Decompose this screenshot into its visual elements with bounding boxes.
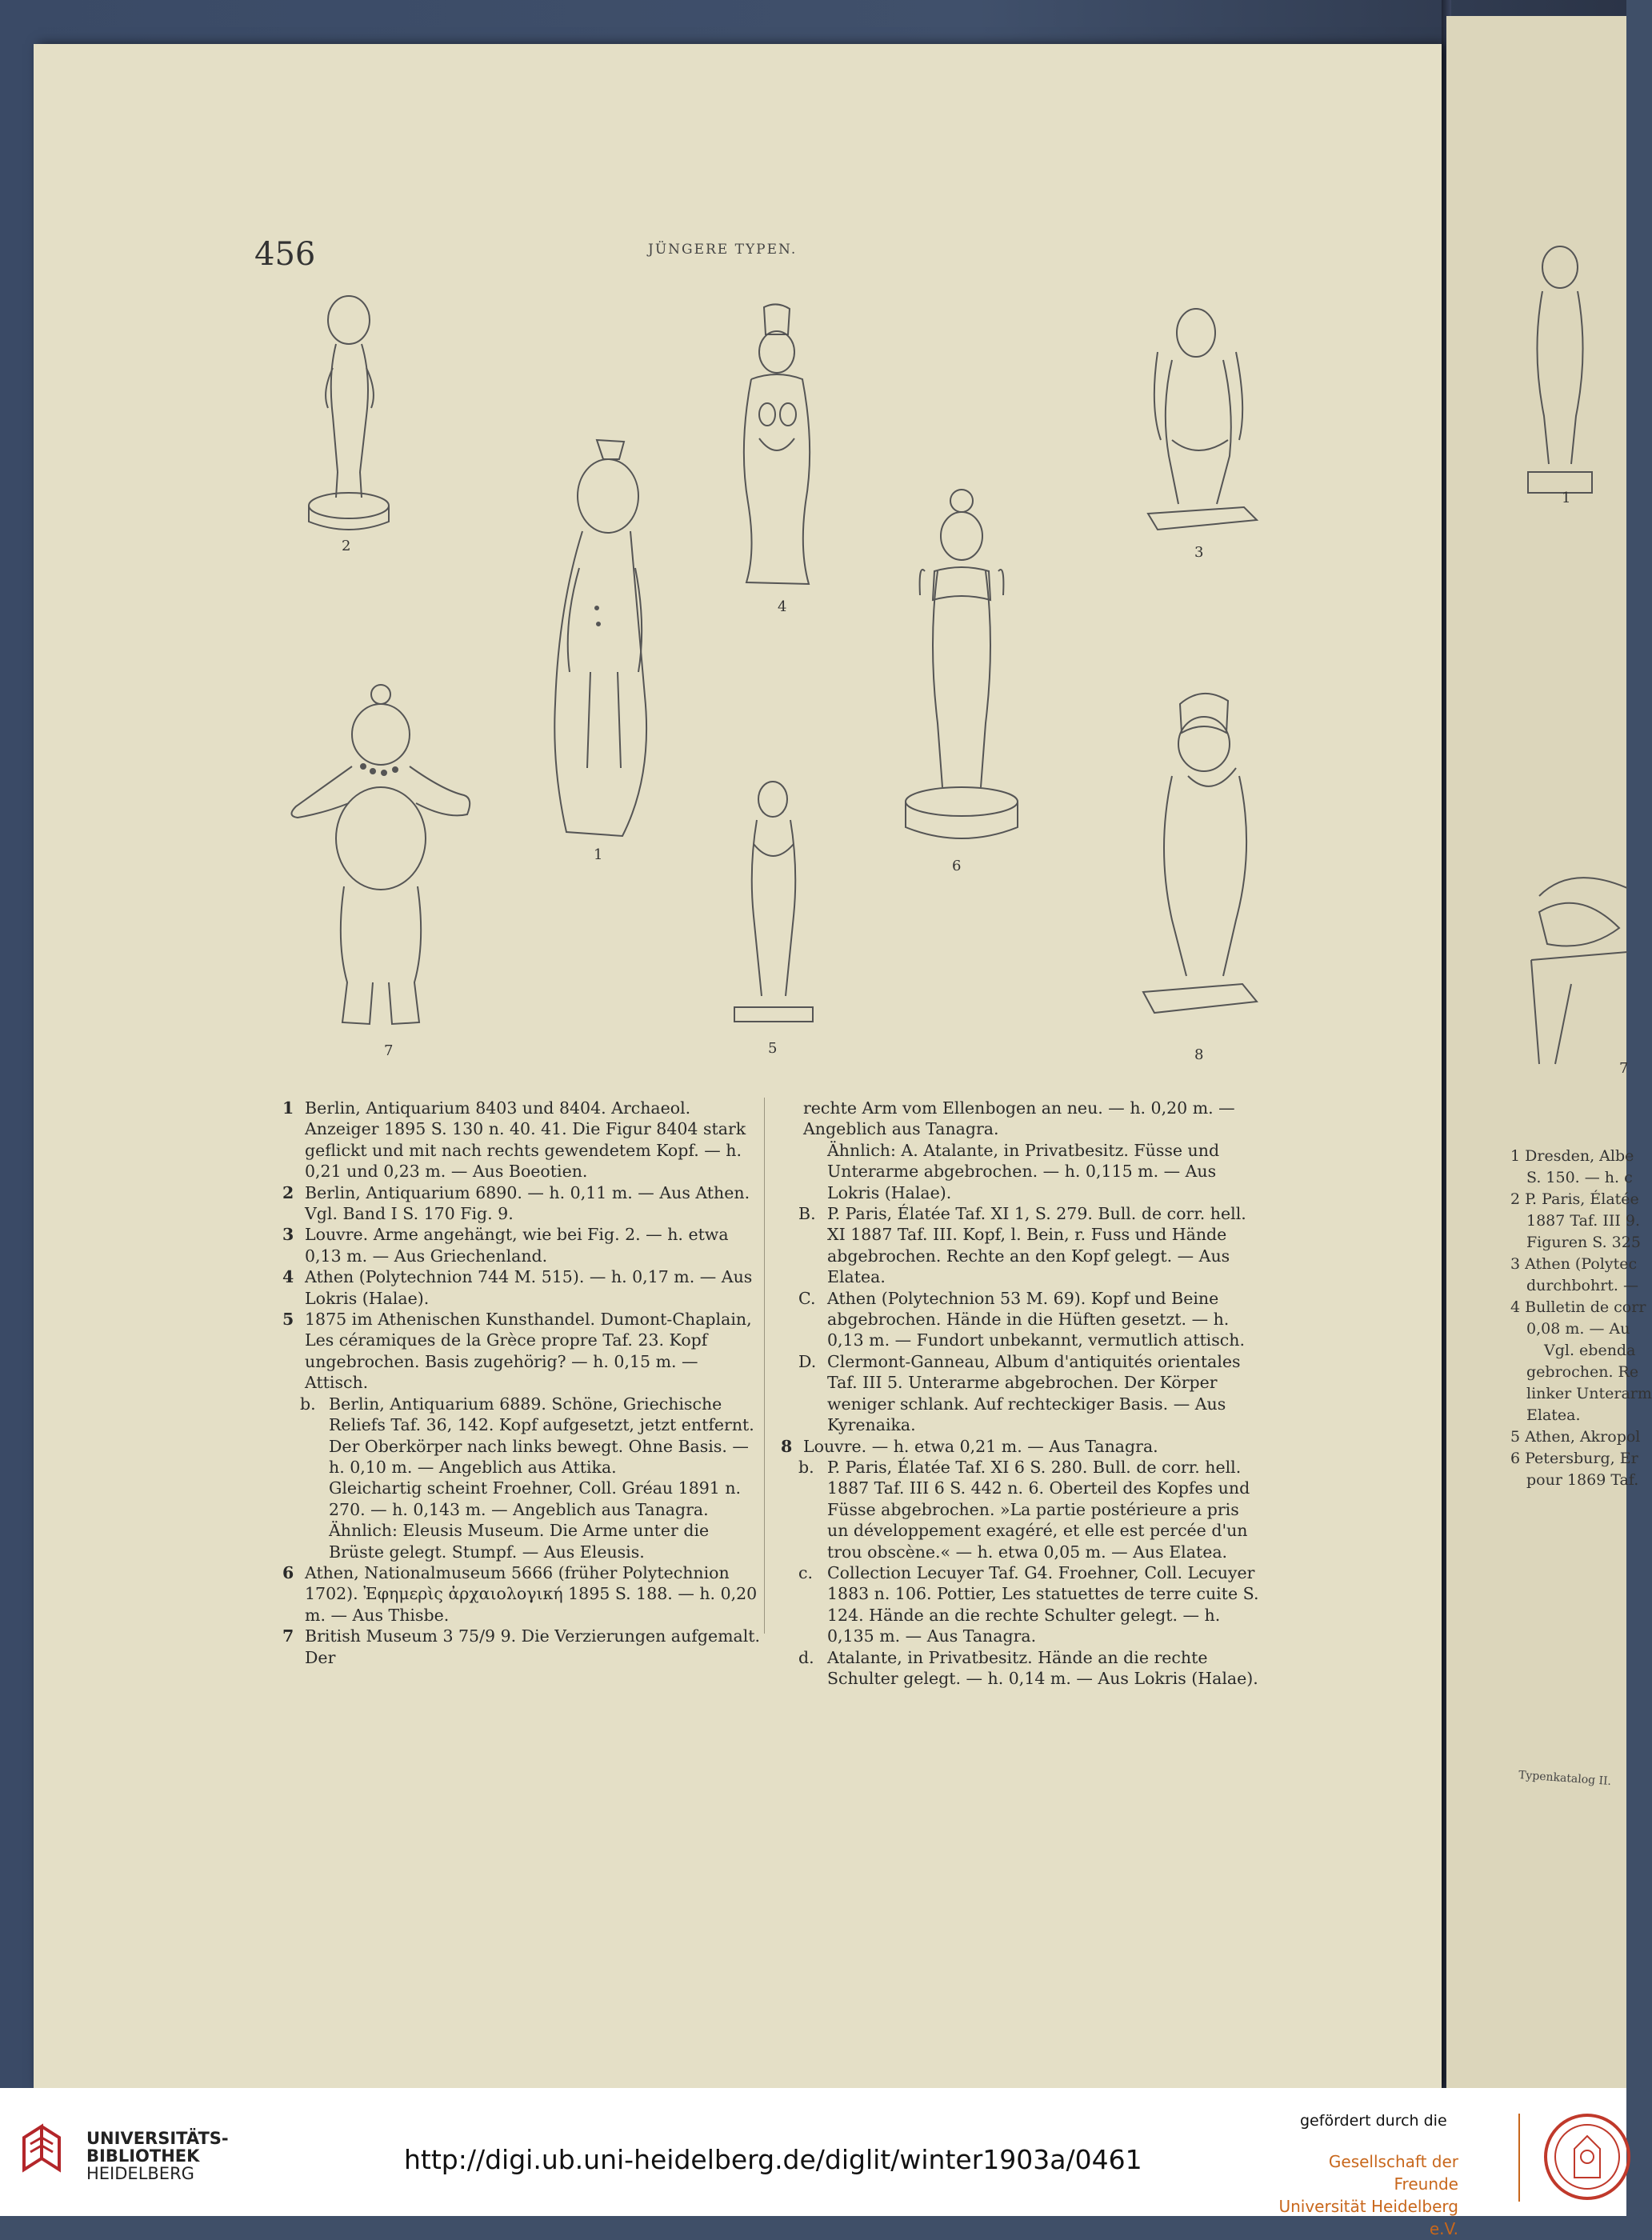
- running-head: JÜNGERE TYPEN.: [648, 242, 798, 258]
- entry-number: 4: [282, 1267, 294, 1287]
- supported-by-text: gefördert durch die: [1300, 2112, 1447, 2130]
- figure-label-6: 6: [952, 858, 962, 874]
- facing-figure-label-1: 1: [1562, 490, 1571, 506]
- catalogue-continuation: Ähnlich: Eleusis Museum. Die Arme unter die Brüste gelegt. Stumpf. — Aus Eleusis.: [329, 1521, 710, 1562]
- sponsor-society-name: [1262, 2150, 1458, 2240]
- figurine-1-drawing: [534, 432, 662, 840]
- catalogue-subentry: [774, 1288, 1262, 1351]
- facing-figurine-7-drawing: [1523, 864, 1627, 1064]
- figurine-3-drawing: [1140, 304, 1260, 536]
- catalogue-entry: [276, 1098, 762, 1182]
- subentry-text: Collection Lecuyer Taf. G4. Froehner, Coll. Lecuyer 1883 n. 106. Pottier, Les statuettes de terre cuite S. 124. Hände an die rechte Schulter gelegt. — h. 0,135 m. — Aus Tanagra.: [827, 1562, 1259, 1646]
- catalogue-subentry: [774, 1647, 1262, 1690]
- subentry-letter: b.: [798, 1457, 814, 1477]
- facing-line: pour 1869 Taf.: [1526, 1471, 1639, 1489]
- figurine-7-drawing: [286, 678, 475, 1034]
- catalogue-continuation: rechte Arm vom Ellenbogen an neu. — h. 0,20 m. — Angeblich aus Tanagra.: [803, 1098, 1235, 1139]
- catalogue-right-column: [774, 1098, 1262, 1689]
- facing-line: 4 Bulletin de corr: [1510, 1298, 1646, 1316]
- entry-text: 1875 im Athenischen Kunsthandel. Dumont-Chaplain, Les céramiques de la Grèce propre Taf. 23. Kopf ungebrochen. Basis zugehörig? — h. 0,15 m. — Attisch.: [305, 1310, 752, 1393]
- entry-text: British Museum 3 75/9 9. Die Verzierungen aufgemalt. Der: [305, 1626, 761, 1667]
- subentry-letter: C.: [798, 1288, 816, 1308]
- catalogue-entry: [774, 1436, 1262, 1457]
- library-name-line: BIBLIOTHEK: [86, 2146, 200, 2166]
- facing-figure-label-7: 7: [1619, 1060, 1629, 1077]
- entry-text: Louvre. — h. etwa 0,21 m. — Aus Tanagra.: [803, 1436, 1158, 1456]
- entry-text: Athen, Nationalmuseum 5666 (früher Polytechnion 1702). Ἐφημερὶς ἀρχαιολογική 1895 S. 188. — h. 0,20 m. — Aus Thisbe.: [305, 1562, 758, 1625]
- catalogue-left-column: [276, 1098, 762, 1668]
- page-number: 456: [254, 236, 316, 273]
- subentry-text: Berlin, Antiquarium 6889. Schöne, Griechische Reliefs Taf. 36, 142. Kopf aufgesetzt, jetzt entfernt. Der Oberkörper nach links bewegt. Ohne Basis. — h. 0,10 m. — Angeblich aus Attika.: [329, 1394, 754, 1477]
- catalogue-entry: [276, 1626, 762, 1668]
- facing-line: linker Unterarm: [1526, 1385, 1652, 1402]
- subentry-letter: B.: [798, 1204, 816, 1224]
- subentry-text: P. Paris, Élatée Taf. XI 1, S. 279. Bull. de corr. hell. XI 1887 Taf. III. Kopf, l. Bein, r. Fuss und Hände abgebrochen. Rechte an den Kopf gelegt. — Aus Elatea.: [827, 1204, 1246, 1287]
- facing-line: 1887 Taf. III 9.: [1526, 1212, 1641, 1230]
- facing-line: 0,08 m. — Au: [1526, 1320, 1630, 1338]
- entry-number: 1: [282, 1098, 294, 1118]
- figure-label-1: 1: [594, 846, 603, 863]
- subentry-text: Clermont-Ganneau, Album d'antiquités orientales Taf. III 5. Unterarme abgebrochen. Der Körper weniger schlank. Auf rechteckiger Basis. — Aus Kyrenaika.: [827, 1351, 1241, 1435]
- catalogue-entry: [276, 1562, 762, 1626]
- figurine-6-drawing: [896, 483, 1028, 847]
- subentry-letter: c.: [798, 1562, 813, 1582]
- figure-label-5: 5: [768, 1040, 778, 1057]
- catalogue-subentry: [774, 1351, 1262, 1436]
- catalogue-entry: [276, 1182, 762, 1225]
- catalogue-subentry: [774, 1203, 1262, 1288]
- university-library-logo-icon: [18, 2122, 64, 2179]
- catalogue-subentry: [774, 1457, 1262, 1562]
- footer-divider: [1518, 2114, 1520, 2202]
- facing-line: Figuren S. 325: [1526, 1234, 1641, 1251]
- figurine-5-drawing: [730, 780, 818, 1028]
- catalogue-subentry: [276, 1394, 762, 1478]
- figure-label-3: 3: [1194, 544, 1204, 561]
- entry-number: 2: [282, 1182, 294, 1202]
- entry-number: 8: [781, 1436, 793, 1456]
- library-name-line: HEIDELBERG: [86, 2164, 194, 2183]
- catalogue-entry: [276, 1309, 762, 1394]
- entry-text: Berlin, Antiquarium 6890. — h. 0,11 m. — Aus Athen. Vgl. Band I S. 170 Fig. 9.: [305, 1182, 750, 1224]
- facing-line: 5 Athen, Akropol: [1510, 1428, 1641, 1446]
- facing-figurine-1-drawing: [1523, 240, 1595, 496]
- catalogue-continuation: Gleichartig scheint Froehner, Coll. Gréau 1891 n. 270. — h. 0,143 m. — Angeblich aus Tanagra.: [329, 1478, 742, 1519]
- figurine-2-drawing: [304, 288, 392, 532]
- figure-label-4: 4: [778, 598, 787, 615]
- facing-line: S. 150. — h. c: [1526, 1169, 1633, 1186]
- figure-label-7: 7: [384, 1042, 394, 1059]
- entry-number: 7: [282, 1626, 294, 1646]
- facing-margin-note: Typenkatalog II.: [1518, 1768, 1612, 1789]
- figure-label-8: 8: [1194, 1046, 1204, 1063]
- facing-line: Vgl. ebenda: [1544, 1342, 1636, 1359]
- entry-number: 3: [282, 1225, 294, 1245]
- catalogue-entry: [276, 1266, 762, 1309]
- digitization-footer: [0, 2088, 1626, 2238]
- entry-text: Louvre. Arme angehängt, wie bei Fig. 2. — h. etwa 0,13 m. — Aus Griechenland.: [305, 1225, 729, 1266]
- subentry-text: Athen (Polytechnion 53 M. 69). Kopf und Beine abgebrochen. Hände in die Hüften gesetzt. — h. 0,13 m. — Fundort unbekannt, vermutlich attisch.: [827, 1288, 1245, 1350]
- subentry-text: Atalante, in Privatbesitz. Hände an die rechte Schulter gelegt. — h. 0,14 m. — Aus Lokris (Halae).: [827, 1647, 1258, 1688]
- society-name-line: Gesellschaft der Freunde: [1328, 2152, 1458, 2194]
- permalink-url[interactable]: http://digi.ub.uni-heidelberg.de/diglit/winter1903a/0461: [404, 2144, 1142, 2175]
- facing-line: durchbohrt. —: [1526, 1277, 1638, 1294]
- catalogue-continuation: Ähnlich: A. Atalante, in Privatbesitz. Füsse und Unterarme abgebrochen. — h. 0,115 m. — Aus Lokris (Halae).: [827, 1140, 1220, 1202]
- university-seal-icon: [1542, 2112, 1632, 2202]
- library-name-line: UNIVERSITÄTS-: [86, 2129, 229, 2148]
- facing-line: gebrochen. Re: [1526, 1363, 1639, 1381]
- figurine-4-drawing: [732, 302, 820, 590]
- catalogue-entry: [276, 1224, 762, 1266]
- figure-label-2: 2: [342, 538, 351, 554]
- facing-line: 1 Dresden, Albe: [1510, 1147, 1634, 1165]
- facing-line: 3 Athen (Polytec: [1510, 1255, 1638, 1273]
- entry-number: 6: [282, 1562, 294, 1582]
- subentry-text: P. Paris, Élatée Taf. XI 6 S. 280. Bull. de corr. hell. 1887 Taf. III 6 S. 442 n. 6. Oberteil des Kopfes und Füsse abgebrochen. »La partie postérieure a pris un développement exagéré, et elle est percée d'un trou obscène.« — h. etwa 0,05 m. — Aus Elatea.: [827, 1457, 1250, 1562]
- entry-text: Berlin, Antiquarium 8403 und 8404. Archaeol. Anzeiger 1895 S. 130 n. 40. 41. Die Figur 8404 stark geflickt und mit nach rechts gewendetem Kopf. — h. 0,21 und 0,23 m. — Aus Boeotien.: [305, 1098, 746, 1182]
- facing-line: 6 Petersburg, Er: [1510, 1450, 1638, 1467]
- subentry-letter: D.: [798, 1351, 817, 1371]
- society-name-line: Universität Heidelberg e.V.: [1278, 2197, 1458, 2238]
- facing-line: Elatea.: [1526, 1406, 1581, 1424]
- entry-number: 5: [282, 1310, 294, 1330]
- university-library-name: [86, 2130, 229, 2182]
- catalogue-subentry: [774, 1562, 1262, 1647]
- subentry-letter: d.: [798, 1647, 814, 1667]
- column-divider: [764, 1098, 765, 1634]
- subentry-letter: b.: [300, 1394, 316, 1414]
- figurine-8-drawing: [1140, 688, 1260, 1024]
- facing-line: 2 P. Paris, Élatée: [1510, 1190, 1639, 1208]
- entry-text: Athen (Polytechnion 744 M. 515). — h. 0,17 m. — Aus Lokris (Halae).: [305, 1267, 753, 1308]
